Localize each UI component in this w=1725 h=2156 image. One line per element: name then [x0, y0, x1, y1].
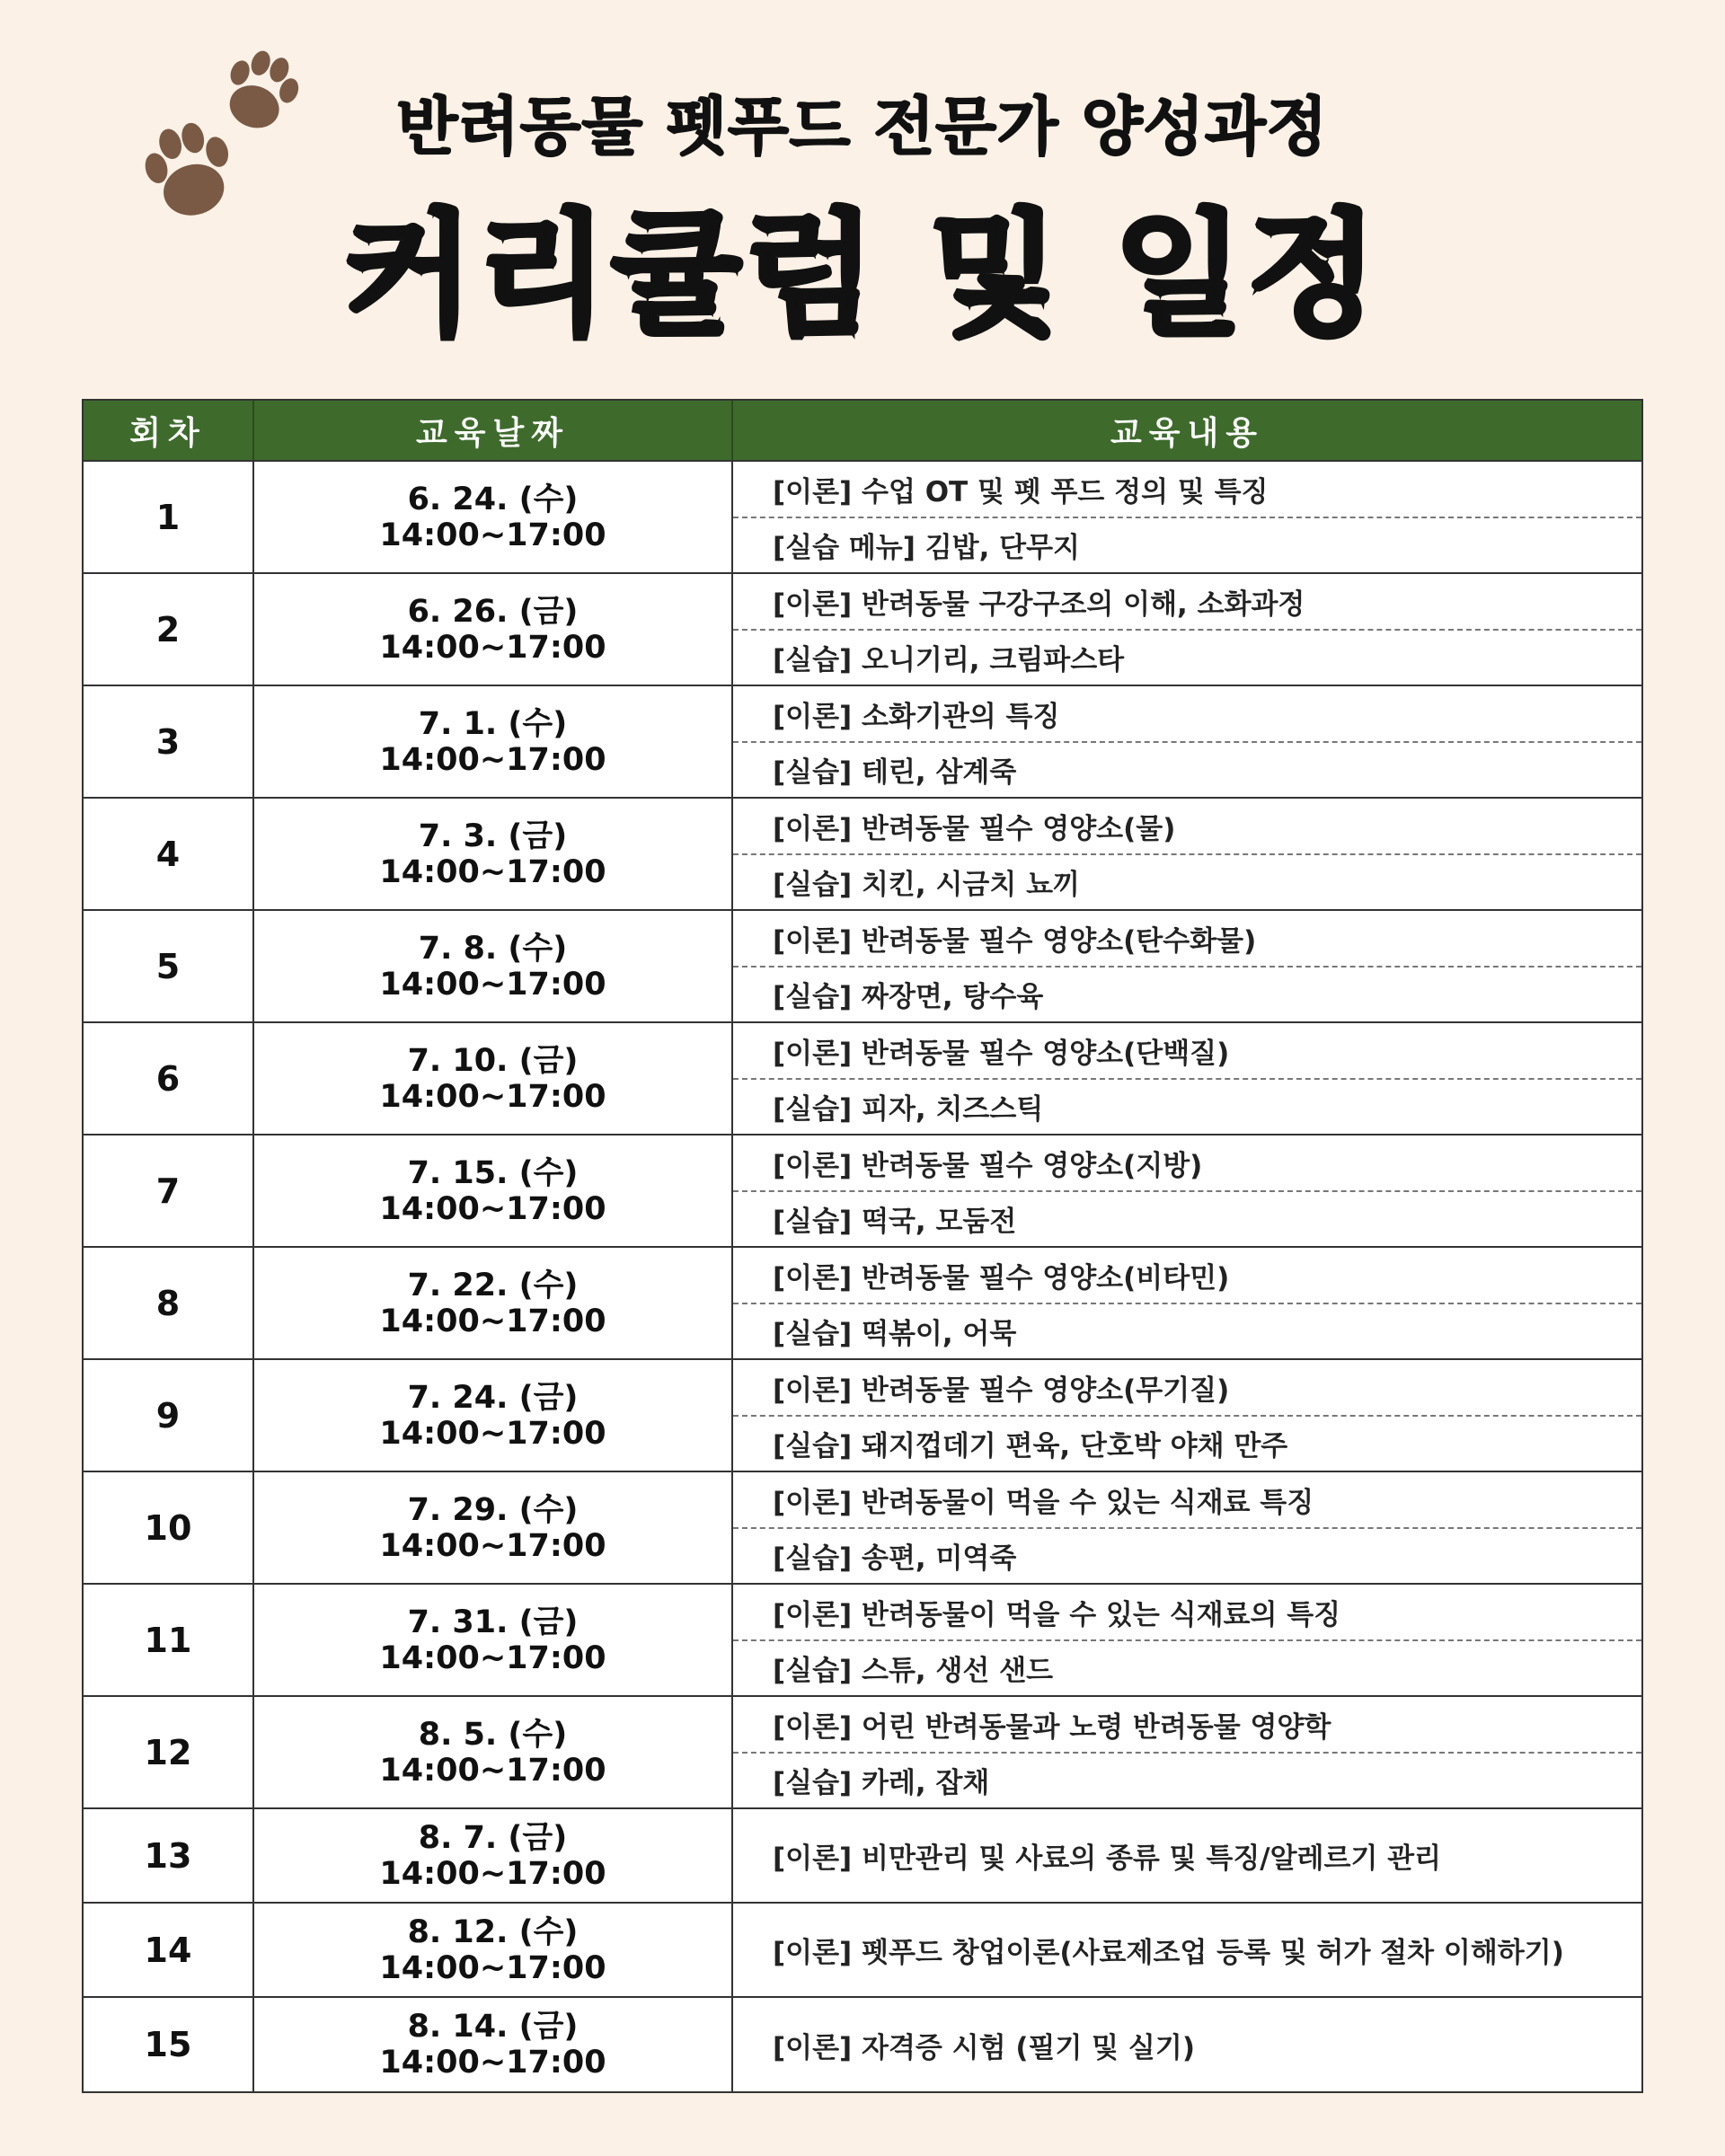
session-time: 14:00~17:00 — [379, 741, 606, 778]
table-row — [84, 797, 1641, 909]
table-row — [84, 1358, 1641, 1471]
curriculum-table — [82, 399, 1643, 2093]
session-date: 6. 26. (금) — [407, 593, 579, 630]
session-number: 3 — [84, 686, 254, 797]
table-row — [84, 1021, 1641, 1134]
content-line: [이론] 비만관리 및 사료의 종류 및 특징/알레르기 관리 — [773, 1842, 1442, 1875]
session-date: 8. 5. (수) — [418, 1716, 568, 1753]
session-time: 14:00~17:00 — [379, 966, 606, 1003]
session-time: 14:00~17:00 — [379, 1639, 606, 1676]
table-row — [84, 460, 1641, 572]
content-line: [실습] 떡국, 모둠전 — [773, 1206, 1017, 1239]
table-row — [84, 685, 1641, 797]
session-content — [733, 1248, 1641, 1358]
session-time: 14:00~17:00 — [379, 1752, 606, 1789]
content-line: [이론] 펫푸드 창업이론(사료제조업 등록 및 허가 절차 이해하기) — [773, 1937, 1564, 1969]
session-date: 7. 24. (금) — [407, 1379, 579, 1416]
content-line: [이론] 자격증 시험 (필기 및 실기) — [773, 2031, 1195, 2064]
session-date-cell — [254, 1585, 733, 1695]
session-content — [733, 1585, 1641, 1695]
session-content — [733, 799, 1641, 909]
content-line: [실습] 피자, 치즈스틱 — [773, 1093, 1044, 1127]
session-time: 14:00~17:00 — [379, 853, 606, 890]
content-line: [이론] 반려동물 구강구조의 이해, 소화과정 — [733, 574, 1641, 631]
session-date: 8. 12. (수) — [407, 1913, 579, 1950]
content-line: [실습] 오니기리, 크림파스타 — [773, 644, 1125, 677]
session-content — [733, 1697, 1641, 1807]
session-time: 14:00~17:00 — [379, 1190, 606, 1227]
table-body — [84, 460, 1641, 2091]
table-row — [84, 1246, 1641, 1358]
session-number: 9 — [84, 1360, 254, 1471]
table-row — [84, 1583, 1641, 1695]
session-date-cell — [254, 686, 733, 797]
session-number: 10 — [84, 1472, 254, 1583]
content-line: [이론] 반려동물이 먹을 수 있는 식재료의 특징 — [733, 1585, 1641, 1641]
session-number: 15 — [84, 1998, 254, 2091]
session-time: 14:00~17:00 — [379, 1527, 606, 1564]
session-date-cell — [254, 799, 733, 909]
column-header-content: 교육내용 — [1110, 414, 1265, 452]
content-line: [이론] 반려동물 필수 영양소(단백질) — [733, 1023, 1641, 1080]
content-line: [이론] 어린 반려동물과 노령 반려동물 영양학 — [733, 1697, 1641, 1754]
session-date-cell — [254, 1023, 733, 1134]
session-content — [733, 1809, 1641, 1902]
session-content — [733, 1472, 1641, 1583]
session-content — [733, 462, 1641, 572]
table-header — [84, 401, 1641, 460]
session-time: 14:00~17:00 — [379, 1949, 606, 1986]
session-date-cell — [254, 1472, 733, 1583]
session-date-cell — [254, 1248, 733, 1358]
session-time: 14:00~17:00 — [379, 1415, 606, 1452]
content-line: [이론] 반려동물 필수 영양소(비타민) — [733, 1248, 1641, 1304]
session-date: 7. 10. (금) — [407, 1042, 579, 1079]
table-row — [84, 1695, 1641, 1807]
content-line: [이론] 반려동물 필수 영양소(무기질) — [733, 1360, 1641, 1417]
session-content — [733, 911, 1641, 1021]
session-number: 5 — [84, 911, 254, 1021]
session-number: 12 — [84, 1697, 254, 1807]
session-content — [733, 1998, 1641, 2091]
page-title: 커리큘럼 및 일정 — [343, 198, 1382, 354]
session-content — [733, 1023, 1641, 1134]
content-line: [이론] 반려동물 필수 영양소(지방) — [733, 1135, 1641, 1192]
session-date: 7. 31. (금) — [407, 1604, 579, 1640]
session-date: 7. 8. (수) — [418, 930, 568, 967]
content-line: [실습] 스튜, 생선 샌드 — [773, 1655, 1054, 1688]
session-date-cell — [254, 1904, 733, 1996]
table-row — [84, 1902, 1641, 1996]
session-number: 6 — [84, 1023, 254, 1134]
session-date: 8. 7. (금) — [418, 1819, 568, 1856]
session-date-cell — [254, 911, 733, 1021]
content-line: [이론] 소화기관의 특징 — [733, 686, 1641, 743]
column-header-date: 교육날짜 — [254, 401, 733, 460]
session-date: 7. 15. (수) — [407, 1154, 579, 1191]
content-line: [실습] 돼지껍데기 편육, 단호박 야채 만주 — [773, 1430, 1288, 1463]
session-date-cell — [254, 1135, 733, 1246]
table-row — [84, 1134, 1641, 1246]
session-content — [733, 686, 1641, 797]
content-line: [실습 메뉴] 김밥, 단무지 — [773, 532, 1081, 565]
content-line: [실습] 테린, 삼계죽 — [773, 756, 1017, 790]
content-line: [이론] 수업 OT 및 펫 푸드 정의 및 특징 — [733, 462, 1641, 518]
session-date: 7. 1. (수) — [418, 705, 568, 742]
course-subtitle: 반려동물 펫푸드 전문가 양성과정 — [396, 90, 1329, 163]
table-row — [84, 909, 1641, 1021]
session-date: 8. 14. (금) — [407, 2009, 579, 2045]
session-number: 11 — [84, 1585, 254, 1695]
session-time: 14:00~17:00 — [379, 1078, 606, 1115]
content-line: [실습] 짜장면, 탕수육 — [773, 981, 1044, 1014]
session-number: 8 — [84, 1248, 254, 1358]
session-date-cell — [254, 1360, 733, 1471]
session-time: 14:00~17:00 — [379, 2045, 606, 2081]
session-number: 7 — [84, 1135, 254, 1246]
content-line: [이론] 반려동물 필수 영양소(탄수화물) — [733, 911, 1641, 968]
session-date-cell — [254, 462, 733, 572]
column-header-session: 회차 — [84, 401, 254, 460]
session-date: 7. 29. (수) — [407, 1491, 579, 1528]
session-number: 4 — [84, 799, 254, 909]
session-content — [733, 574, 1641, 685]
content-line: [이론] 반려동물 필수 영양소(물) — [733, 799, 1641, 855]
session-time: 14:00~17:00 — [379, 629, 606, 666]
session-time: 14:00~17:00 — [379, 517, 606, 553]
content-line: [실습] 치킨, 시금치 뇨끼 — [773, 869, 1081, 902]
content-line: [이론] 반려동물이 먹을 수 있는 식재료 특징 — [733, 1472, 1641, 1529]
table-row — [84, 1996, 1641, 2091]
session-content — [733, 1904, 1641, 1996]
content-line: [실습] 송편, 미역죽 — [773, 1542, 1017, 1576]
session-content — [733, 1135, 1641, 1246]
session-date-cell — [254, 1697, 733, 1807]
session-time: 14:00~17:00 — [379, 1303, 606, 1339]
session-date-cell — [254, 574, 733, 685]
session-date: 6. 24. (수) — [407, 481, 579, 517]
session-number: 14 — [84, 1904, 254, 1996]
session-time: 14:00~17:00 — [379, 1855, 606, 1892]
session-number: 13 — [84, 1809, 254, 1902]
table-row — [84, 1807, 1641, 1902]
session-content — [733, 1360, 1641, 1471]
content-line: [실습] 떡볶이, 어묵 — [773, 1318, 1017, 1351]
session-date-cell — [254, 1998, 733, 2091]
content-line: [실습] 카레, 잡채 — [773, 1767, 990, 1800]
session-number: 2 — [84, 574, 254, 685]
session-number: 1 — [84, 462, 254, 572]
table-row — [84, 572, 1641, 685]
session-date: 7. 22. (수) — [407, 1267, 579, 1303]
session-date-cell — [254, 1809, 733, 1902]
session-date: 7. 3. (금) — [418, 817, 568, 854]
table-row — [84, 1471, 1641, 1583]
